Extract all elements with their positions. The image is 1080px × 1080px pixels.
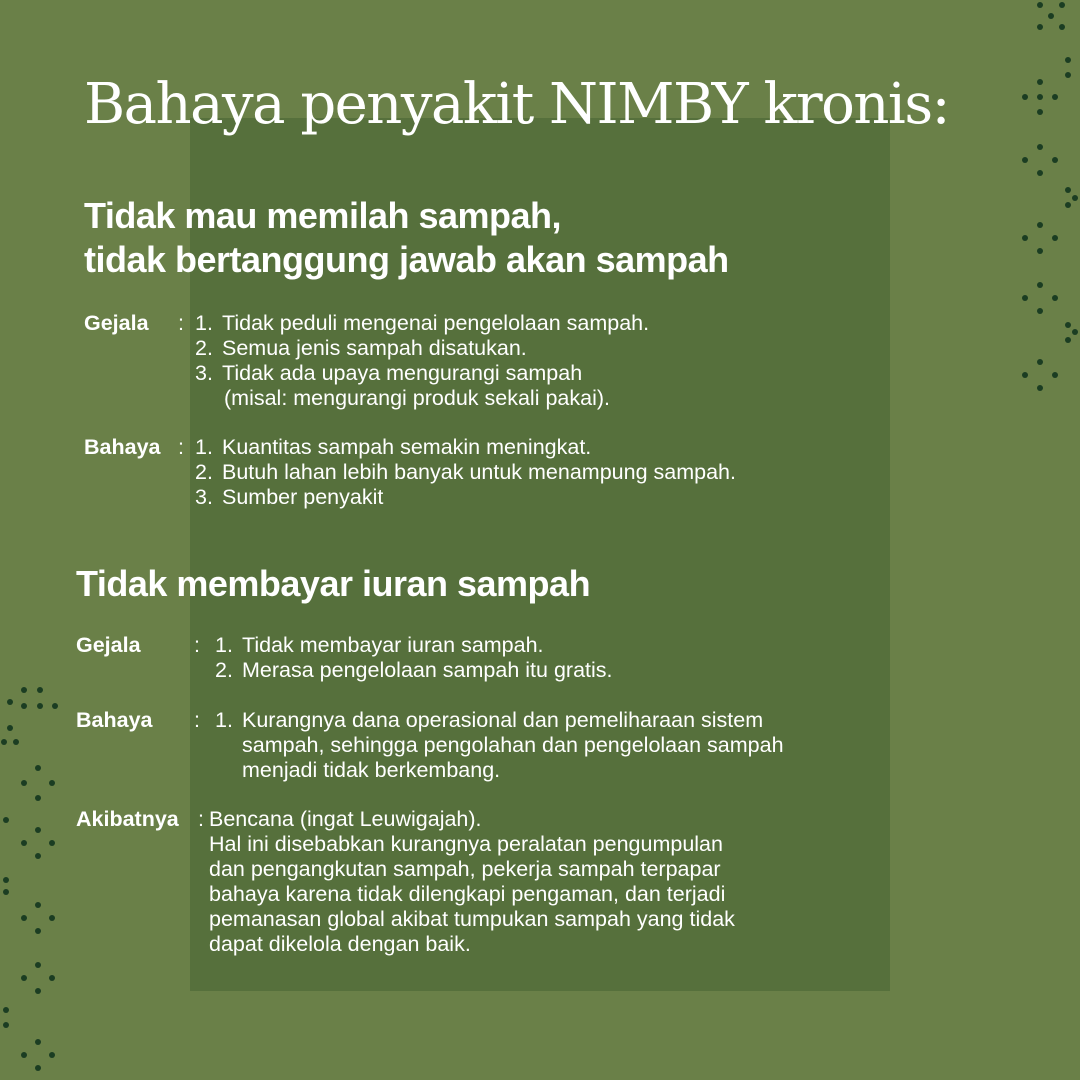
colon: :	[194, 708, 200, 732]
colon: :	[178, 311, 184, 335]
akibatnya-line: Hal ini disebabkan kurangnya peralatan pengumpulan	[209, 832, 723, 856]
list-item-continuation: sampah, sehingga pengolahan dan pengelolaan sampah	[242, 733, 784, 757]
list-item: Tidak peduli mengenai pengelolaan sampah.	[222, 311, 650, 335]
section1-bahaya-label: Bahaya	[84, 435, 161, 459]
list-number: 1.	[195, 311, 213, 335]
list-item: Semua jenis sampah disatukan.	[222, 336, 527, 360]
list-item: Kurangnya dana operasional dan pemeliharaan sistem	[242, 708, 764, 732]
akibatnya-line: Bencana (ingat Leuwigajah).	[209, 807, 482, 831]
list-number: 2.	[195, 336, 213, 360]
list-number: 2.	[195, 460, 213, 484]
dot-pattern-left	[0, 680, 70, 1080]
akibatnya-line: pemanasan global akibat tumpukan sampah yang tidak	[209, 907, 735, 931]
akibatnya-line: dapat dikelola dengan baik.	[209, 932, 471, 956]
list-item: Tidak membayar iuran sampah.	[242, 633, 544, 657]
colon: :	[194, 633, 200, 657]
list-item: Kuantitas sampah semakin meningkat.	[222, 435, 592, 459]
section1-heading-line2: tidak bertanggung jawab akan sampah	[84, 239, 729, 280]
list-item-continuation: (misal: mengurangi produk sekali pakai).	[224, 386, 610, 410]
section1-heading-line1: Tidak mau memilah sampah,	[84, 195, 562, 236]
list-number: 3.	[195, 361, 213, 385]
akibatnya-line: dan pengangkutan sampah, pekerja sampah terpapar	[209, 857, 721, 881]
page-title: Bahaya penyakit NIMBY kronis:	[84, 72, 949, 137]
list-item: Butuh lahan lebih banyak untuk menampung sampah.	[222, 460, 736, 484]
section2-heading: Tidak membayar iuran sampah	[76, 563, 591, 604]
list-number: 1.	[195, 435, 213, 459]
akibatnya-line: bahaya karena tidak dilengkapi pengaman, dan terjadi	[209, 882, 726, 906]
list-number: 2.	[215, 658, 233, 682]
list-number: 1.	[215, 708, 233, 732]
list-item: Merasa pengelolaan sampah itu gratis.	[242, 658, 613, 682]
list-item-continuation: menjadi tidak berkembang.	[242, 758, 501, 782]
list-item: Sumber penyakit	[222, 485, 384, 509]
dot-pattern-right	[1010, 0, 1080, 400]
list-number: 3.	[195, 485, 213, 509]
list-item: Tidak ada upaya mengurangi sampah	[222, 361, 583, 385]
section2-akibatnya-label: Akibatnya	[76, 807, 179, 831]
colon: :	[178, 435, 184, 459]
section2-bahaya-label: Bahaya	[76, 708, 153, 732]
colon: :	[198, 807, 204, 831]
list-number: 1.	[215, 633, 233, 657]
section2-gejala-label: Gejala	[76, 633, 141, 657]
section1-heading	[84, 194, 729, 282]
section1-gejala-label: Gejala	[84, 311, 149, 335]
